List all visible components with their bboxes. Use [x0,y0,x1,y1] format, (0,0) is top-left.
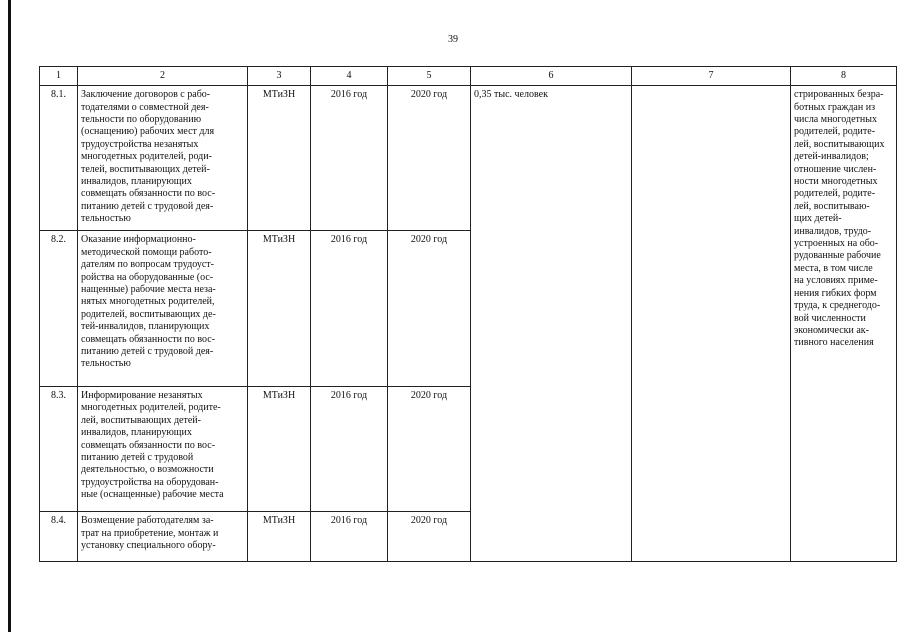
end-year-cell: 2020 год [388,86,471,231]
start-year-cell: 2016 год [311,231,388,387]
activity-cell [78,512,248,562]
header-col-1: 1 [40,67,78,86]
table-header-row [40,67,897,86]
header-col-3: 3 [248,67,311,86]
activity-text: Заключение договоров с рабо- тодателями о совместной дея- тельности по оборудованию (оснащению) рабочих мест для трудоустройства незанятых многодетных родителей, роди- телей, воспитывающих детей- инвалидов, планирующих совмещать обязанности по вос- питанию детей с трудовой дея- тельностью [81,89,216,225]
row-number: 8.1. [40,86,78,231]
executor-cell: МТиЗН [248,86,311,231]
indicator-value-cell: 0,35 тыс. человек [471,86,632,562]
start-year-cell: 2016 год [311,86,388,231]
row-number: 8.2. [40,231,78,387]
row-number: 8.4. [40,512,78,562]
header-col-7: 7 [632,67,791,86]
page-number: 39 [448,34,458,45]
measures-table [39,66,897,562]
start-year-cell: 2016 год [311,387,388,512]
activity-text: Оказание информационно- методической помощи работо- дателям по вопросам трудоуст- ройства на оборудованные (ос- нащенные) рабочие места неза- нятых многодетных родителей, родителей, воспитывающих де- тей-инвалидов, планирующих совмещать обязанности по вос- питанию детей с трудовой дея- тельностью [81,234,216,370]
activity-text: Информирование незанятых многодетных родителей, родите- лей, воспитывающих детей- инвалидов, планирующих совмещать обязанности по вос- питанию детей с трудовой деятельностью, о возможности трудоустройства на оборудован- ные (оснащенные) рабочие места [81,390,224,501]
end-year-cell: 2020 год [388,231,471,387]
activity-text: Возмещение работодателям за- трат на приобретение, монтаж и установку специального обору- [81,515,219,552]
activity-cell [78,86,248,231]
executor-cell: МТиЗН [248,387,311,512]
executor-cell: МТиЗН [248,231,311,387]
end-year-cell: 2020 год [388,387,471,512]
page-edge-bar [8,0,11,632]
col7-cell [632,86,791,562]
table-row [40,86,897,231]
header-col-5: 5 [388,67,471,86]
start-year-cell: 2016 год [311,512,388,562]
indicator-description-cell [791,86,897,562]
row-number: 8.3. [40,387,78,512]
header-col-6: 6 [471,67,632,86]
activity-cell [78,231,248,387]
header-col-2: 2 [78,67,248,86]
activity-cell [78,387,248,512]
indicator-description-text: стрированных безра- ботных граждан из числа многодетных родителей, родите- лей, воспитывающих детей-инвалидов; отношение числен- ности многодетных родителей, родите- лей, воспитываю- щих детей- инвалидов, трудо- устроенных на обо- рудованные рабочие места, в том числе на условиях приме- нения гибких форм труда, к среднегодо- вой численности экономически ак- тивного населения [794,89,885,349]
header-col-8: 8 [791,67,897,86]
end-year-cell: 2020 год [388,512,471,562]
header-col-4: 4 [311,67,388,86]
executor-cell: МТиЗН [248,512,311,562]
